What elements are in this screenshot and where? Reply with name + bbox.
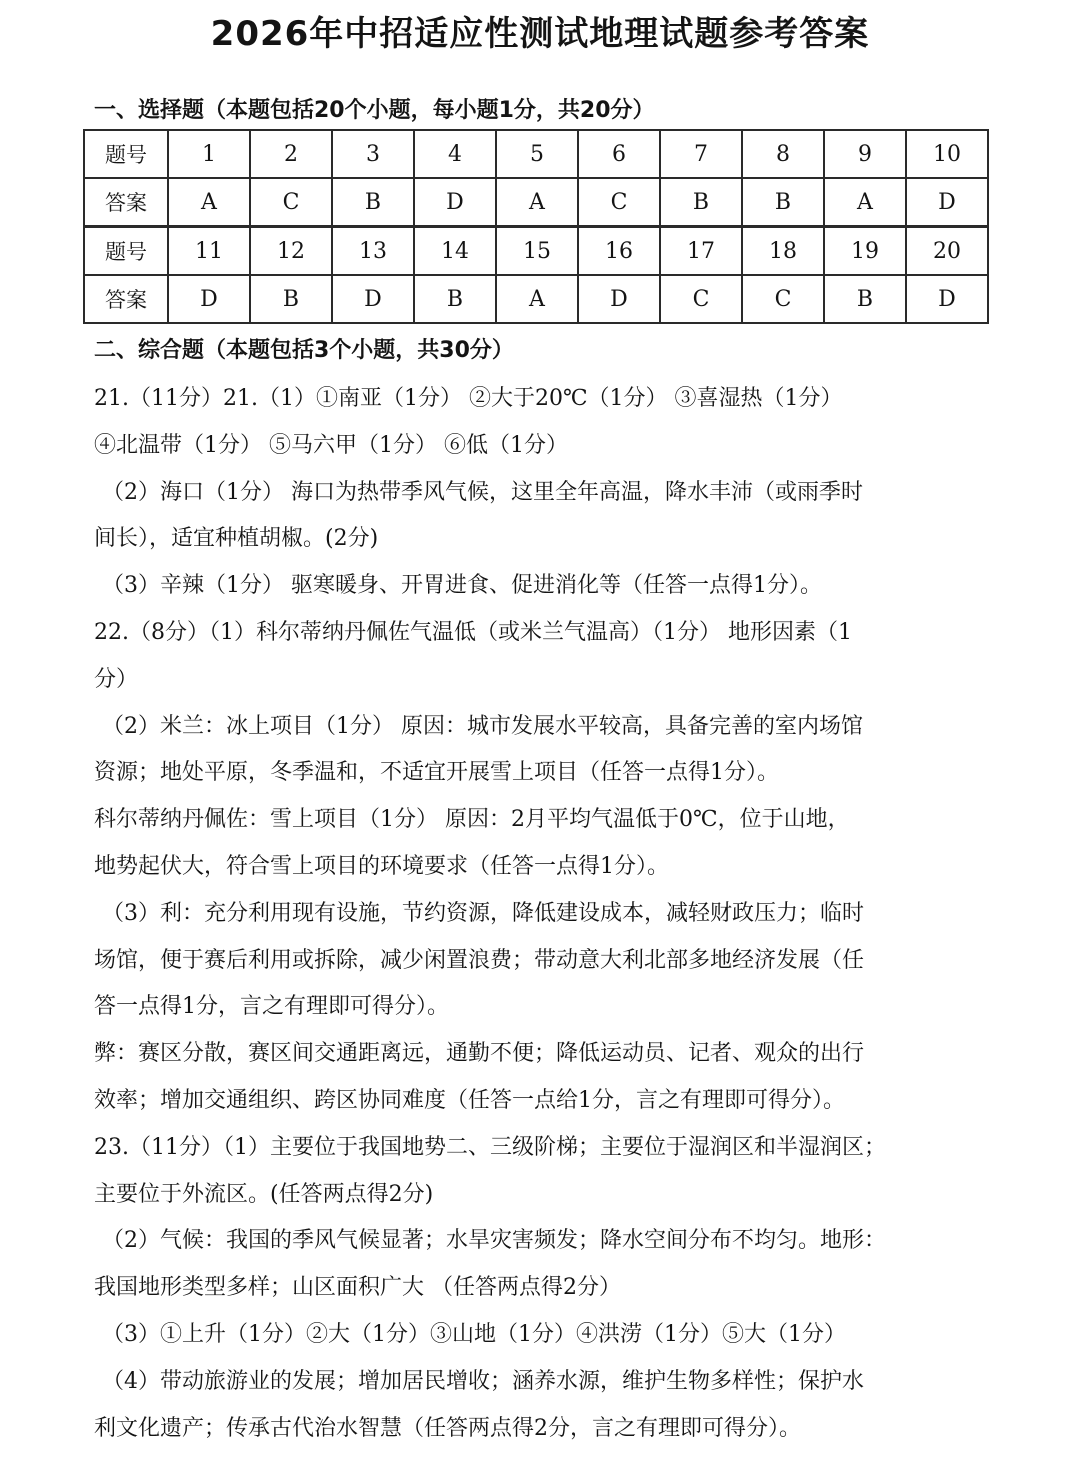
table-row-numbers-2	[84, 227, 988, 276]
answer-cell: A	[496, 178, 578, 227]
table-row-numbers-1	[84, 130, 988, 178]
answer-cell: C	[742, 275, 824, 323]
answer-cell: B	[824, 275, 906, 323]
row-label-number: 题号	[84, 227, 168, 276]
question-number: 17	[660, 227, 742, 276]
answer-line: 资源；地处平原，冬季温和，不适宜开展雪上项目（任答一点得1分）。	[94, 760, 779, 786]
answer-cell: A	[824, 178, 906, 227]
answer-line: 我国地形类型多样；山区面积广大 （任答两点得2分）	[94, 1275, 621, 1301]
question-number: 16	[578, 227, 660, 276]
answer-cell: B	[414, 275, 496, 323]
answer-cell: D	[906, 275, 988, 323]
section-2-heading: 二、综合题（本题包括3个小题，共30分）	[94, 338, 514, 363]
answer-line: （2）米兰：冰上项目（1分） 原因：城市发展水平较高，具备完善的室内场馆	[102, 713, 863, 739]
question-number: 14	[414, 227, 496, 276]
row-label-answer: 答案	[84, 178, 168, 227]
answer-cell: B	[250, 275, 332, 323]
question-number: 13	[332, 227, 414, 276]
answer-cell: D	[906, 178, 988, 227]
answer-line: （4）带动旅游业的发展；增加居民增收；涵养水源，维护生物多样性；保护水	[102, 1368, 864, 1394]
answer-line: 22.（8分）（1）科尔蒂纳丹佩佐气温低（或米兰气温高）（1分） 地形因素（1	[94, 619, 852, 645]
row-label-answer: 答案	[84, 275, 168, 323]
question-number: 18	[742, 227, 824, 276]
question-number: 19	[824, 227, 906, 276]
question-number: 4	[414, 130, 496, 178]
answer-cell: D	[168, 275, 250, 323]
question-number: 1	[168, 130, 250, 178]
answer-line: 分）	[94, 666, 139, 692]
section-2-body	[94, 376, 984, 1452]
question-number: 10	[906, 130, 988, 178]
answer-table	[83, 129, 989, 324]
answer-line: 弊：赛区分散，赛区间交通距离远，通勤不便；降低运动员、记者、观众的出行	[94, 1041, 865, 1067]
question-number: 7	[660, 130, 742, 178]
answer-line: 效率；增加交通组织、跨区协同难度（任答一点给1分，言之有理即可得分）。	[94, 1087, 845, 1113]
page-title: 2026年中招适应性测试地理试题参考答案	[210, 14, 870, 54]
question-number: 8	[742, 130, 824, 178]
answer-line: （2）海口（1分） 海口为热带季风气候，这里全年高温，降水丰沛（或雨季时	[102, 479, 863, 505]
answer-cell: A	[168, 178, 250, 227]
answer-cell: B	[332, 178, 414, 227]
answer-cell: A	[496, 275, 578, 323]
answer-line: （3）利：充分利用现有设施，节约资源，降低建设成本，减轻财政压力；临时	[102, 900, 864, 926]
answer-line: 场馆，便于赛后利用或拆除，减少闲置浪费；带动意大利北部多地经济发展（任	[94, 947, 865, 973]
answer-line: 主要位于外流区。(任答两点得2分)	[94, 1181, 434, 1207]
answer-cell: D	[414, 178, 496, 227]
question-number: 2	[250, 130, 332, 178]
answer-line: ④北温带（1分） ⑤马六甲（1分） ⑥低（1分）	[94, 432, 568, 458]
answer-cell: C	[250, 178, 332, 227]
answer-line: 科尔蒂纳丹佩佐：雪上项目（1分） 原因：2月平均气温低于0℃，位于山地，	[94, 807, 850, 833]
question-number: 5	[496, 130, 578, 178]
answer-cell: C	[578, 178, 660, 227]
answer-cell: D	[578, 275, 660, 323]
section-1-heading: 一、选择题（本题包括20个小题，每小题1分，共20分）	[94, 98, 655, 123]
answer-cell: B	[660, 178, 742, 227]
question-number: 20	[906, 227, 988, 276]
answer-line: （3）①上升（1分）②大（1分）③山地（1分）④洪涝（1分）⑤大（1分）	[102, 1321, 846, 1347]
answer-cell: B	[742, 178, 824, 227]
answer-line: 地势起伏大，符合雪上项目的环境要求（任答一点得1分）。	[94, 853, 669, 879]
question-number: 6	[578, 130, 660, 178]
question-number: 15	[496, 227, 578, 276]
answer-line: 答一点得1分，言之有理即可得分）。	[94, 994, 449, 1020]
question-number: 11	[168, 227, 250, 276]
answer-line: 间长），适宜种植胡椒。(2分)	[94, 526, 379, 552]
answer-line: （2）气候：我国的季风气候显著；水旱灾害频发；降水空间分布不均匀。地形：	[102, 1228, 886, 1254]
row-label-number: 题号	[84, 130, 168, 178]
answer-line: 利文化遗产；传承古代治水智慧（任答两点得2分，言之有理即可得分）。	[94, 1415, 801, 1441]
answer-cell: C	[660, 275, 742, 323]
answer-line: 23.（11分）（1）主要位于我国地势二、三级阶梯；主要位于湿润区和半湿润区；	[94, 1134, 886, 1160]
table-row-answers-1	[84, 178, 988, 227]
answer-line: 21.（11分）21.（1）①南亚（1分） ②大于20℃（1分） ③喜湿热（1分）	[94, 386, 843, 411]
question-number: 12	[250, 227, 332, 276]
answer-cell: D	[332, 275, 414, 323]
question-number: 3	[332, 130, 414, 178]
table-row-answers-2	[84, 275, 988, 323]
question-number: 9	[824, 130, 906, 178]
answer-line: （3）辛辣（1分） 驱寒暖身、开胃进食、促进消化等（任答一点得1分）。	[102, 573, 822, 599]
